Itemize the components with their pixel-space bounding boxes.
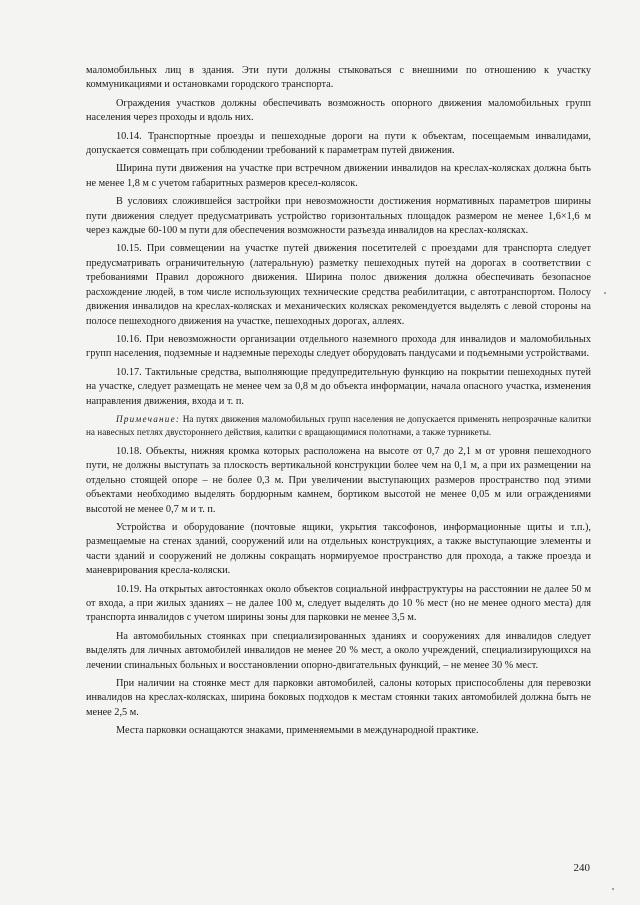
paragraph-2: Ограждения участков должны обеспечивать возможность опорного движения маломобильных групп населения через проходы и вдоль них. <box>86 97 591 124</box>
paragraph-10-18: 10.18. Объекты, нижняя кромка которых расположена на высоте от 0,7 до 2,1 м от уровня пешеходного пути, не должны выступать за плоскость вертикальной конструкции более чем на 0,1 м, а при их размещении на отдельно стоящей опоре – не более 0,3 м. При увеличении выступающих размеров пространство под этими объектами необходимо выделять бордюрным камнем, бортиком высотой не менее 0,05 м или ограждениями высотой не менее 0,7 м и т. п. <box>86 445 591 515</box>
paragraph-10-17: 10.17. Тактильные средства, выполняющие предупредительную функцию на покрытии пешеходных путей на участке, следует размещать не менее чем за 0,8 м до объекта информации, начала опасного участка, изменения направления движения, входа и т. п. <box>86 366 591 407</box>
paragraph-10-16: 10.16. При невозможности организации отдельного наземного прохода для инвалидов и маломобильных групп населения, подземные и надземные переходы следует оборудовать пандусами и подъемными устройствами. <box>86 333 591 360</box>
paragraph-10-15: 10.15. При совмещении на участке путей движения посетителей с проездами для транспорта следует предусматривать ограничительную (латеральную) разметку пешеходных путей на дорогах в соответствии с требованиями Правил дорожного движения. Ширина полос движения должна обеспечивать безопасное расхождение людей, в том числе использующих технические средства реабилитации, с автотранспортом. Полосу движения инвалидов на креслах-колясках и механических колясках рекомендуется выделять с левой стороны на полосе пешеходного движения на участке, пешеходных дорогах, аллеях. <box>86 243 591 327</box>
scan-speck <box>604 292 606 294</box>
page-body <box>86 64 591 743</box>
paragraph-parking-special: На автомобильных стоянках при специализированных зданиях и сооружениях для инвалидов следует выделять для личных автомобилей инвалидов не менее 20 % мест, а около учреждений, специализирующихся на лечении спинальных больных и восстановлении опорно-двигательных функций, – не менее 30 % мест. <box>86 630 591 671</box>
paragraph-4: Ширина пути движения на участке при встречном движении инвалидов на креслах-колясках должна быть не менее 1,8 м с учетом габаритных размеров кресел-колясок. <box>86 163 591 189</box>
paragraph-1: маломобильных лиц в здания. Эти пути должны стыковаться с внешними по отношению к участку коммуникациями и остановками городского транспорта. <box>86 65 591 91</box>
paragraph-devices: Устройства и оборудование (почтовые ящики, укрытия таксофонов, информационные щиты и т.п.), размещаемые на стенах зданий, сооружений или на отдельных конструкциях, а также выступающие элементы и части зданий и сооружений не должны сокращать нормируемое пространство для прохода, а также проезда и маневрирования кресла-коляски. <box>86 521 591 577</box>
page-number: 240 <box>573 862 590 874</box>
paragraph-parking-width: При наличии на стоянке мест для парковки автомобилей, салоны которых приспособлены для перевозки инвалидов на креслах-колясках, ширина боковых подходов к местам стоянки таких автомобилей должна быть не менее 2,5 м. <box>86 678 591 718</box>
note-label: Примечание: <box>116 413 181 424</box>
note-text: На путях движения маломобильных групп населения не допускается применять непрозрачные калитки на навесных петлях двустороннего действия, калитки с вращающимися полотнами, а также турникеты. <box>86 413 591 437</box>
paragraph-10-14: 10.14. Транспортные проезды и пешеходные дороги на пути к объектам, посещаемым инвалидами, допускается совмещать при соблюдении требований к параметрам путей движения. <box>86 130 591 157</box>
paragraph-10-19: 10.19. На открытых автостоянках около объектов социальной инфраструктуры на расстоянии не далее 50 м от входа, а при жилых зданиях – не далее 100 м, следует выделять до 10 % мест (но не менее одного места) для транспорта инвалидов с учетом ширины зоны для парковки не менее 3,5 м. <box>86 583 591 624</box>
paragraph-signs: Места парковки оснащаются знаками, применяемыми в международной практике. <box>116 725 479 737</box>
paragraph-5: В условиях сложившейся застройки при невозможности достижения нормативных параметров ширины пути движения следует предусматривать устройство горизонтальных площадок размером не менее 1,6×1,6 м через каждые 60-100 м пути для обеспечения возможности разъезда инвалидов на креслах-колясках. <box>86 196 591 237</box>
scan-speck <box>612 888 614 890</box>
note <box>86 413 591 439</box>
